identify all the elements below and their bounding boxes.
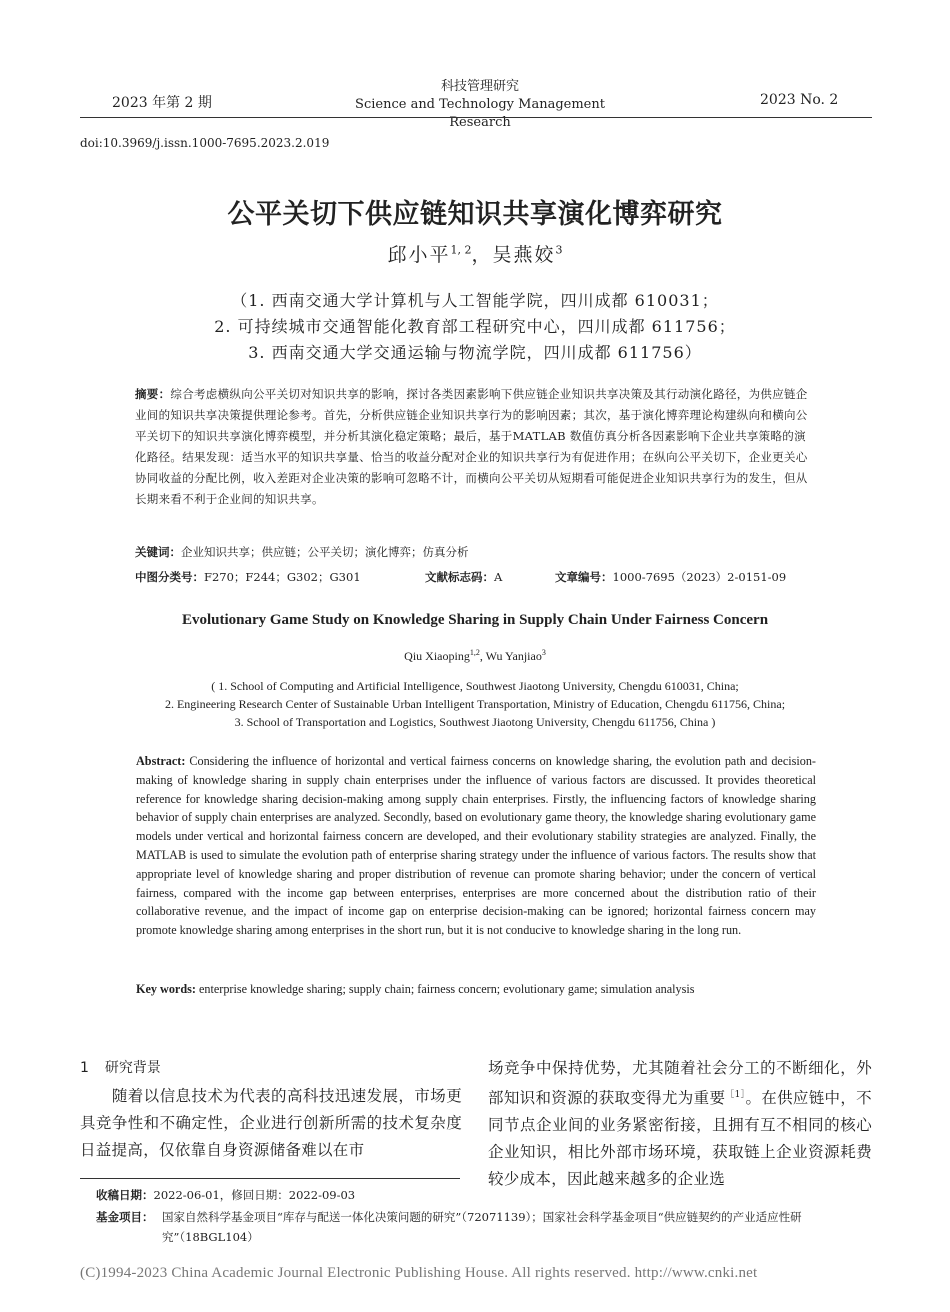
abstract-cn: [135, 384, 815, 510]
doc-code-label: 文献标志码：: [425, 570, 494, 584]
clc-label: 中图分类号：: [135, 570, 204, 584]
body-text: 。在供应链中，不同节点企业间的业务紧密衔接，且拥有互不相同的核心企业知识，相比外部市场环境，获取链上企业资源耗费较少成本，因此越来越多的企业选: [488, 1089, 872, 1189]
affiliation-line-en: ( 1. School of Computing and Artificial Intelligence, Southwest Jiaotong University, Chengdu 610031, China;: [211, 679, 739, 693]
author-affil-mark-en: 1,2: [469, 648, 480, 657]
keywords-cn: [135, 544, 815, 560]
keywords-cn-text: 企业知识共享；供应链；公平关切；演化博弈；仿真分析: [181, 545, 469, 559]
body-column-right: [488, 1055, 872, 1193]
classification-line: [135, 569, 825, 585]
article-number-label: 文章编号：: [555, 570, 613, 584]
keywords-en: [136, 982, 816, 997]
affiliation-list-en: [0, 677, 950, 731]
author-list: [0, 240, 950, 267]
affiliation-line-en: 3. School of Transportation and Logistics, Southwest Jiaotong University, Chengdu 611756, China ): [234, 715, 716, 729]
funding-text: 国家自然科学基金项目“库存与配送一体化决策问题的研究”（72071139）；国家社会科学基金项目“供应链契约的产业适应性研究”（18BGL104）: [162, 1210, 802, 1244]
section-title: 研究背景: [104, 1060, 161, 1076]
author-affil-mark: 1, 2: [450, 243, 472, 257]
affiliation-line: （1. 西南交通大学计算机与人工智能学院，四川成都 610031；: [231, 291, 719, 310]
abstract-en-text: Considering the influence of horizontal and vertical fairness concerns on knowledge sharing, the evolution path and decision-making of knowledge sharing in supply chain enterprises under the influence of various factors are discussed. It provides theoretical reference for knowledge sharing decision-making among supply chain enterprises. Firstly, the influencing factors of knowledge sharing behavior of supply chain enterprises are analyzed. Secondly, based on evolutionary game theory, the knowledge sharing evolutionary game models under vertical and horizontal fairness concern are developed, and their evolutionary stability strategies are analyzed. Finally, the MATLAB is used to simulate the evolution path of enterprise sharing strategy under the influence of various factors. The results show that appropriate level of knowledge sharing and proper distribution of revenue can promote sharing behavior; under the concern of vertical fairness, compared with the income gap between enterprises, enterprises are more concerned about the distribution ratio of their collaborative revenue, and the impact of income gap on enterprise decision-making can be ignored; horizontal fairness concern may promote knowledge sharing among enterprises in the short run, but it is not conducive to knowledge sharing in the long run.: [136, 754, 816, 938]
affiliation-line-en: 2. Engineering Research Center of Sustainable Urban Intelligent Transportation, Ministry of Education, Chengdu 611756, China;: [164, 697, 786, 711]
footnote-divider: [80, 1178, 460, 1179]
author-list-en: [0, 648, 950, 664]
copyright-watermark: (C)1994-2023 China Academic Journal Electronic Publishing House. All rights reserved. http://www.cnki.net: [80, 1265, 758, 1281]
keywords-cn-label: 关键词：: [135, 545, 181, 559]
keywords-en-text: enterprise knowledge sharing; supply chain; fairness concern; evolutionary game; simulation analysis: [195, 982, 695, 996]
author-affil-mark-en: 3: [541, 648, 546, 657]
header-divider: [80, 117, 872, 118]
keywords-en-label: Key words:: [136, 982, 196, 996]
author-affil-mark: 3: [555, 243, 563, 257]
author-name: 邱小平: [387, 244, 451, 266]
affiliation-list: [0, 288, 950, 366]
journal-name-cn: 科技管理研究: [440, 79, 519, 94]
author-name-en: Wu Yanjiao: [485, 649, 542, 663]
header-journal: [330, 78, 630, 132]
header-issue-cn: 2023 年第 2 期: [112, 95, 212, 111]
journal-name-en: Science and Technology Management Research: [355, 97, 605, 130]
section-heading: [80, 1057, 161, 1077]
footnote-received: [96, 1187, 355, 1203]
paper-title-en: Evolutionary Game Study on Knowledge Sharing in Supply Chain Under Fairness Concern: [181, 612, 769, 628]
section-number: 1: [80, 1060, 89, 1076]
author-name-en: Qiu Xiaoping: [404, 649, 470, 663]
article-number-value: 1000-7695（2023）2-0151-09: [612, 570, 787, 584]
footnote-funding: [96, 1207, 886, 1247]
author-name: 吴燕姣: [492, 244, 556, 266]
paper-title: 公平关切下供应链知识共享演化博弈研究: [227, 199, 723, 230]
body-column-left: 随着以信息技术为代表的高科技迅速发展，市场更具竞争性和不确定性，企业进行创新所需的技术复杂度日益提高，仅依靠自身资源储备难以在市: [80, 1087, 462, 1159]
doc-code-value: A: [494, 570, 503, 584]
funding-label: 基金项目：: [96, 1210, 154, 1224]
abstract-en-label: Abstract:: [136, 754, 186, 768]
abstract-en: [136, 752, 816, 940]
affiliation-line: 3. 西南交通大学交通运输与物流学院，四川成都 611756）: [248, 343, 702, 362]
body-text: 场竞争中保持优势，尤其随着社会分工的不断细化，外部知识和资源的获取变得尤为重要: [488, 1059, 872, 1108]
abstract-cn-text: 综合考虑横纵向公平关切对知识共享的影响，探讨各类因素影响下供应链企业知识共享决策及其行动演化路径，为供应链企业间的知识共享决策提供理论参考。首先，分析供应链企业知识共享行为的影响因素；其次，基于演化博弈理论构建纵向和横向公平关切下的知识共享演化博弈模型，并分析其演化稳定策略；最后，基于MATLAB 数值仿真分析各因素影响下企业共享策略的演化路径。结果发现：适当水平的知识共享量、恰当的收益分配对企业的知识共享行为有促进作用；在纵向公平关切下，企业更关心协同收益的分配比例，收入差距对企业决策的影响可忽略不计，而横向公平关切从短期看可能促进企业知识共享行为的发生，但从长期来看不利于企业间的知识共享。: [135, 387, 808, 506]
received-label: 收稿日期：: [96, 1188, 154, 1202]
citation-ref: ［1］: [725, 1090, 746, 1100]
author-separator-en: ,: [479, 649, 486, 663]
received-dates: 2022-06-01，修回日期：2022-09-03: [153, 1188, 356, 1202]
author-separator: ，: [471, 244, 493, 266]
doi-line: doi:10.3969/j.issn.1000-7695.2023.2.019: [80, 136, 330, 150]
clc-value: F270；F244；G302；G301: [204, 570, 361, 584]
affiliation-line: 2. 可持续城市交通智能化教育部工程研究中心，四川成都 611756；: [214, 317, 736, 336]
abstract-cn-label: 摘要：: [135, 387, 171, 401]
header-issue-en: 2023 No. 2: [760, 92, 839, 108]
